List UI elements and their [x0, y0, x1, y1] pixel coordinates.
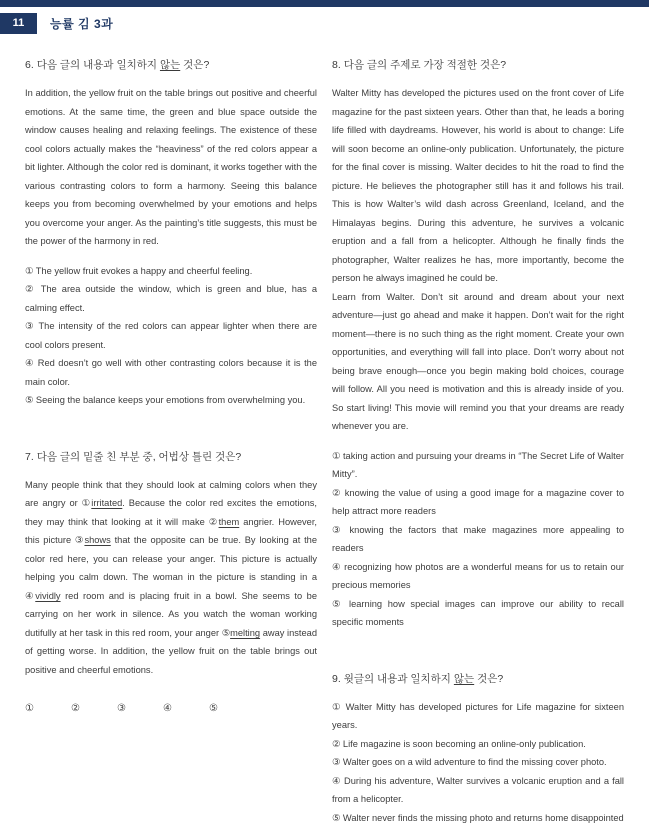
option-item: ④ recognizing how photos are a wonderful means for us to retain our precious memories — [332, 561, 624, 590]
circled-number: ⑤ — [209, 703, 218, 714]
top-accent-bar — [0, 0, 649, 7]
page-title: 능률 김 3과 — [50, 16, 114, 31]
question-passage — [332, 84, 624, 436]
text-run: 다음 글의 주제로 가장 적절한 것은? — [343, 59, 507, 71]
passage-paragraph — [25, 476, 317, 680]
text-run: 다음 글의 밑줄 친 부분 중, 어법상 틀린 것은? — [36, 450, 242, 463]
text-run: Learn from Walter. Don’t sit around and dream about your next adventure—just go ahead and make it happen. Don’t wait for the right moment—there is no such thing as the right moment. Create your own opportunities, and everything will fall into place. Don’t worry about not being brave enough—once you begin making bold choices, courage will follow. All you need is motivation and this is already inside of you. So start living! This movie will remind you that your dreams are ready whenever you are. — [332, 291, 624, 431]
text-run: red room and is placing fruit in a bowl. She seems to be carrying on her work in silence. As you watch the woman working dutifully at her task in this red room, your anger ⑤ — [25, 590, 317, 638]
question-passage — [25, 84, 317, 251]
question-title — [25, 450, 317, 464]
text-run: angrier. However, this picture ③ — [25, 516, 317, 545]
question-number: 8. — [332, 59, 344, 71]
left-column — [25, 58, 317, 829]
option-item: ⑤ Walter never finds the missing photo and returns home disappointed — [332, 812, 624, 823]
option-item: ④ Red doesn’t go well with other contrasting colors because it is the main color. — [25, 358, 317, 387]
circled-number: ④ — [163, 703, 172, 714]
option-item: ③ The intensity of the red colors can appear lighter when there are cool colors present. — [25, 321, 317, 350]
question-block-q9 — [332, 672, 624, 828]
right-column — [332, 58, 624, 829]
option-item: ② knowing the value of using a good image for a magazine cover to help attract more readers — [332, 487, 624, 516]
page-number-badge: 11 — [0, 13, 37, 34]
option-item: ⑤ learning how special images can improve our ability to recall specific moments — [332, 598, 624, 627]
answer-options — [25, 262, 317, 410]
question-title — [25, 58, 317, 72]
question-block-q7 — [25, 450, 317, 719]
option-item: ① The yellow fruit evokes a happy and cheerful feeling. — [25, 265, 253, 276]
circled-number: ① — [25, 703, 34, 714]
question-number: 7. — [25, 450, 37, 463]
underlined-text: shows — [84, 535, 111, 545]
question-number: 6. — [25, 59, 37, 71]
text-run: Walter Mitty has developed the pictures used on the front cover of Life magazine for the past sixteen years. Other than that, he leads a boring life filled with daydreams. However, his world is about to change: Life will soon become an online-only publication. Unfortunately, the picture for the final cover is missing. Walter decides to hit the road to find the picture. He believes the photographer still has it and follows his trail. This is how Walter’s wild dash across Greenland, Iceland, and the Himalayas begins. During this adventure, he survives a volcanic eruption and a fall from a helicopter. Although he finally finds the photographer, Walter realizes he has, more importantly, become the person he always imagined he could be. — [332, 88, 624, 283]
question-block-q6 — [25, 58, 317, 410]
option-item: ⑤ Seeing the balance keeps your emotions from overwhelming you. — [25, 395, 306, 405]
text-run: 윗글의 내용과 일치하지 — [343, 672, 454, 685]
option-item: ① taking action and pursuing your dreams in “The Secret Life of Walter Mitty”. — [332, 450, 624, 479]
text-run: Many people think that they should look at calming colors when they are angry or ① — [25, 479, 317, 508]
content-columns — [0, 58, 649, 829]
circled-number: ③ — [117, 703, 126, 714]
text-run: In addition, the yellow fruit on the table brings out positive and cheerful emotions. At the same time, the green and blue space outside the window causes healing and relaxing feelings. The existence of these cool colors actually makes the “heaviness” of the red colors appear a bit lighter. Although the color red is dominant, it works together with the various contrasting colors to form a harmony. Seeing this balance keeps you from becoming overwhelmed by your emotions and helps you overcome your anger. As the painting’s title suggests, this must be the power of the harmony in red. — [25, 88, 317, 246]
text-run: 것은? — [474, 672, 504, 685]
question-title — [332, 672, 624, 686]
underlined-text: melting — [230, 627, 261, 638]
text-run: that the opposite can be true. By looking at the color red here, you can release your anger. This picture is actually helping you calm down. The woman in the picture is standing in a ④ — [25, 535, 317, 601]
answer-options — [332, 698, 624, 828]
page-header — [0, 12, 649, 34]
underlined-text: 않는 — [453, 672, 475, 685]
text-run: 것은? — [180, 59, 210, 71]
underlined-text: 않는 — [159, 59, 181, 71]
question-title — [332, 58, 624, 72]
question-passage — [25, 476, 317, 680]
question-block-q8 — [332, 58, 624, 632]
text-run: away instead of getting worse. In addition, the yellow fruit on the table brings out positive and cheerful emotions. — [25, 627, 317, 675]
option-item: ① Walter Mitty has developed pictures for Life magazine for sixteen years. — [332, 701, 624, 730]
passage-paragraph — [25, 84, 317, 251]
underlined-text: irritated — [91, 498, 123, 508]
text-run: . Because the color red excites the emotions, they may think that looking at it will make ② — [25, 498, 317, 527]
option-item: ③ knowing the factors that make magazines more appealing to readers — [332, 524, 624, 553]
passage-paragraph — [332, 288, 624, 436]
option-item: ③ Walter goes on a wild adventure to find the missing cover photo. — [332, 757, 607, 767]
text-run: 다음 글의 내용과 일치하지 — [36, 59, 160, 71]
answer-options — [332, 447, 624, 632]
underlined-text: them — [218, 516, 240, 527]
answer-choice-row — [25, 700, 317, 719]
option-item: ② The area outside the window, which is green and blue, has a calming effect. — [25, 284, 317, 313]
question-number: 9. — [332, 672, 344, 685]
passage-paragraph — [332, 84, 624, 288]
circled-number: ② — [71, 703, 80, 714]
option-item: ② Life magazine is soon becoming an online-only publication. — [332, 738, 586, 749]
option-item: ④ During his adventure, Walter survives a volcanic eruption and a fall from a helicopter. — [332, 775, 624, 804]
underlined-text: vividly — [35, 590, 61, 601]
